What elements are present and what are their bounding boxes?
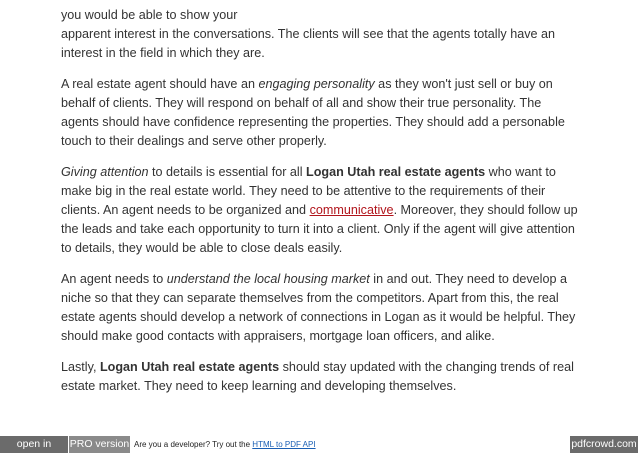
pro-version-button[interactable]: PRO version (69, 436, 130, 453)
paragraph-market (61, 270, 581, 346)
paragraph-personality (61, 75, 581, 151)
p1-emphasis: engaging personality (258, 77, 375, 91)
p1-text-b: as they won't just sell or buy on behalf of clients. They will respond on behalf of all and show their true personality. The agents should have confidence representing the properties. They should add a personable touch to their dealings and serve other properly. (61, 77, 565, 148)
p2-text-b: who want to make big in the real estate world. They need to be attentive to the requirements of their clients. An agent needs to be organized and (61, 165, 556, 217)
developer-promo-text: Are you a developer? Try out the (134, 440, 253, 449)
pdfcrowd-brand-button[interactable]: pdfcrowd.com (570, 436, 638, 453)
p4-keyword: Logan Utah real estate agents (99, 360, 280, 374)
p2-text-a: to details is essential for all (148, 165, 307, 179)
p2-keyword: Logan Utah real estate agents (306, 165, 486, 179)
intro-rest: apparent interest in the conversations. The clients will see that the agents totally have an interest in the field in which they are. (61, 27, 556, 60)
intro-line-1: you would be able to show your (61, 8, 238, 22)
paragraph-lastly (61, 358, 581, 396)
p4-text-a: Lastly, (61, 360, 100, 374)
p2-text-c: . Moreover, they should follow up the leads and take each opportunity to turn it into a client. Only if the agent will give attention to details, they would be able to close deals easily. (61, 203, 578, 255)
developer-promo (134, 436, 316, 453)
p3-text-b: in and out. They need to develop a niche so that they can separate themselves from the competitors. Apart from this, the real estate agents should develop a network of connections in Logan as it would be helpful. They should make good contacts with appraisers, mortgage loan officers, and alike. (61, 272, 576, 343)
p3-emphasis: understand the local housing market (166, 272, 370, 286)
p1-text-a: A real estate agent should have an (61, 77, 259, 91)
paragraph-attention (61, 163, 581, 258)
p4-text-b: should stay updated with the changing trends of real estate market. They need to keep learning and developing themselves. (61, 360, 574, 393)
p2-emphasis: Giving attention (61, 165, 149, 179)
pdfcrowd-footer-bar (0, 436, 638, 467)
article-body (61, 6, 581, 408)
open-in-browser-button[interactable]: open in browser (0, 436, 68, 453)
html-to-pdf-api-link[interactable]: HTML to PDF API (252, 440, 316, 449)
communicative-link[interactable]: communicative (309, 203, 394, 217)
paragraph-intro-continued (61, 6, 581, 63)
p3-text-a: An agent needs to (61, 272, 167, 286)
